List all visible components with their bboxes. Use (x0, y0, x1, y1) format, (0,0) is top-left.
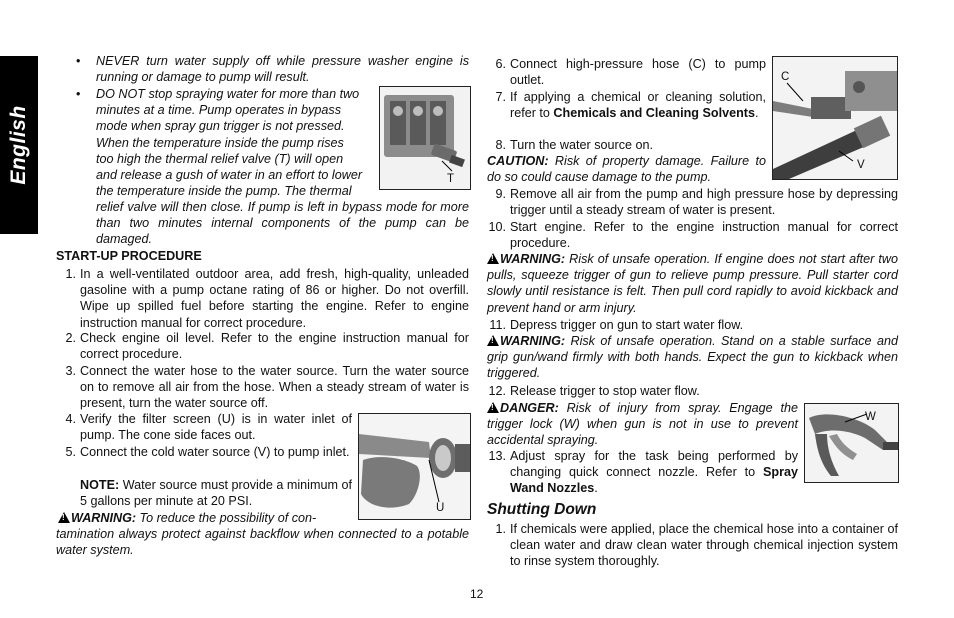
language-tab-label: English (6, 105, 30, 185)
bullet-dot: • (76, 87, 81, 101)
step-7-text: If applying a chemical or cleaning solution, refer to (510, 90, 766, 121)
step-number: 12. (488, 384, 506, 398)
step-number: 3. (65, 364, 76, 378)
startup-step-3: Connect the water hose to the water source. Turn the water source on to remove all air from the hose. When a steady stream of water is present, turn the water source off. (80, 364, 469, 411)
danger-label: DANGER: (500, 401, 559, 415)
text-line: and release a gush of water in an effort to lower (96, 168, 363, 183)
text-line: mode when spray gun trigger is not pressed. (96, 119, 345, 134)
startup-step-5: Connect the cold water source (V) to pump inlet. (80, 445, 350, 459)
startup-step-2: Check engine oil level. Refer to the engine instruction manual for correct procedure. (80, 331, 469, 362)
note-text: Water source must provide a minimum of 5 gallons per minute at 20 PSI. (80, 478, 352, 509)
step-9: Remove all air from the pump and high pressure hose by depressing trigger until a steady stream of water is present. (510, 187, 898, 218)
step-6: Connect high-pressure hose (C) to pump outlet. (510, 57, 766, 88)
bullet-never-turn-off: NEVER turn water supply off while pressure washer engine is running or damage to pump will result. (96, 54, 469, 85)
step-number: 6. (495, 57, 506, 71)
text-line: When the temperature inside the pump rises (96, 135, 344, 150)
figure-label-t: T (447, 173, 455, 185)
language-tab (0, 56, 38, 234)
step-number: 9. (495, 187, 506, 201)
warning-icon (487, 335, 499, 346)
step-number: 11. (489, 318, 506, 332)
text-line: the temperature inside the pump. The thermal (96, 184, 352, 199)
caution-text: Risk of property damage. Failure to do so could cause damage to the pump. (487, 154, 766, 185)
step-7-end: . (754, 106, 759, 121)
caution-label: CAUTION: (487, 154, 549, 168)
shutting-down-heading: Shutting Down (487, 501, 597, 518)
step-13-text: Adjust spray for the task being performed by changing quick connect nozzle. Refer to (510, 449, 798, 480)
step-number: 4. (65, 412, 76, 426)
figure-label-u: U (436, 502, 445, 514)
bullet-do-not-stop-continued: relief valve will then close. If pump is left in bypass mode for more than two minutes internal components of the pump can be damaged. (96, 200, 469, 247)
text-line: minutes at a time. Pump operates in bypass (96, 103, 342, 118)
startup-step-4: Verify the filter screen (U) is in water inlet of pump. The cone side faces out. (80, 412, 352, 443)
spray-wand-reference: Spray Wand Nozzles (510, 465, 798, 496)
shutting-step-1: If chemicals were applied, place the chemical hose into a container of clean water and draw clean water through chemical injection system to rinse system thoroughly. (510, 522, 898, 569)
warning-engine-start (487, 251, 898, 316)
step-number: 7. (495, 90, 506, 104)
danger-paragraph (487, 400, 798, 449)
startup-heading: START-UP PROCEDURE (56, 249, 202, 263)
step-number: 1. (495, 522, 506, 536)
caution-paragraph (487, 153, 766, 185)
step-number: 8. (495, 138, 506, 152)
warning-label: WARNING: (500, 252, 566, 266)
step-number: 10. (488, 220, 506, 234)
figure-label-v: V (857, 159, 865, 171)
step-12: Release trigger to stop water flow. (510, 384, 700, 398)
warning-stable-surface (487, 333, 898, 382)
page-number: 12 (470, 587, 484, 601)
spray-gun-figure (804, 403, 899, 483)
note-label: NOTE: (80, 478, 120, 492)
chemicals-reference: Chemicals and Cleaning Solvents (553, 106, 755, 121)
step-number: 13. (488, 449, 506, 463)
warning-icon (58, 512, 70, 523)
warning-label: WARNING: (71, 511, 137, 525)
step-number: 1. (65, 267, 76, 281)
warning-text: Risk of unsafe operation. If engine does not start after two pulls, squeeze trigger of gun to relieve pump pressure. Pull starter cord slowly until resistance is felt. Then pull cord rapidly to avoid kickback and prevent hand or arm injury. (487, 252, 898, 315)
warning-text: Risk of unsafe operation. Stand on a stable surface and grip gun/wand firmly with both hands. Expect the gun to kickback when triggered. (487, 334, 898, 381)
warning-backflow-l1 (58, 510, 354, 526)
step-10: Start engine. Refer to the engine instruction manual for correct procedure. (510, 220, 898, 251)
step-7 (510, 89, 766, 121)
step-number: 5. (65, 445, 76, 459)
note-paragraph (80, 477, 352, 509)
step-number: 2. (65, 331, 76, 345)
text-line: too high the thermal relief valve (T) will open (96, 151, 344, 166)
filter-screen-figure (358, 413, 471, 520)
figure-label-c: C (781, 71, 790, 83)
step-13 (510, 448, 798, 497)
step-11: Depress trigger on gun to start water flow. (510, 318, 744, 332)
step-8: Turn the water source on. (510, 138, 654, 152)
startup-step-1: In a well-ventilated outdoor area, add fresh, high-quality, unleaded gasoline with a pump octane rating of 86 or higher. Do not overfill. Wipe up spilled fuel before starting the engine. Refer to engine instruction manual for correct procedure. (80, 267, 469, 330)
pump-figure (379, 86, 471, 190)
text-line: DO NOT stop spraying water for more than two (96, 87, 360, 101)
warning-backflow-rest: tamination always protect against backflow when connected to a potable water system. (56, 527, 469, 558)
step-13-end: . (594, 481, 598, 496)
warning-icon (487, 253, 499, 264)
figure-label-w: W (865, 411, 876, 423)
danger-icon (487, 402, 499, 413)
warning-text: To reduce the possibility of con- (136, 511, 317, 525)
warning-label: WARNING: (500, 334, 566, 348)
bullet-do-not-stop (96, 86, 374, 199)
hose-connection-figure (772, 56, 898, 180)
bullet-dot: • (76, 54, 81, 68)
danger-text: Risk of injury from spray. Engage the trigger lock (W) when gun is not in use to prevent accidental spraying. (487, 401, 798, 448)
